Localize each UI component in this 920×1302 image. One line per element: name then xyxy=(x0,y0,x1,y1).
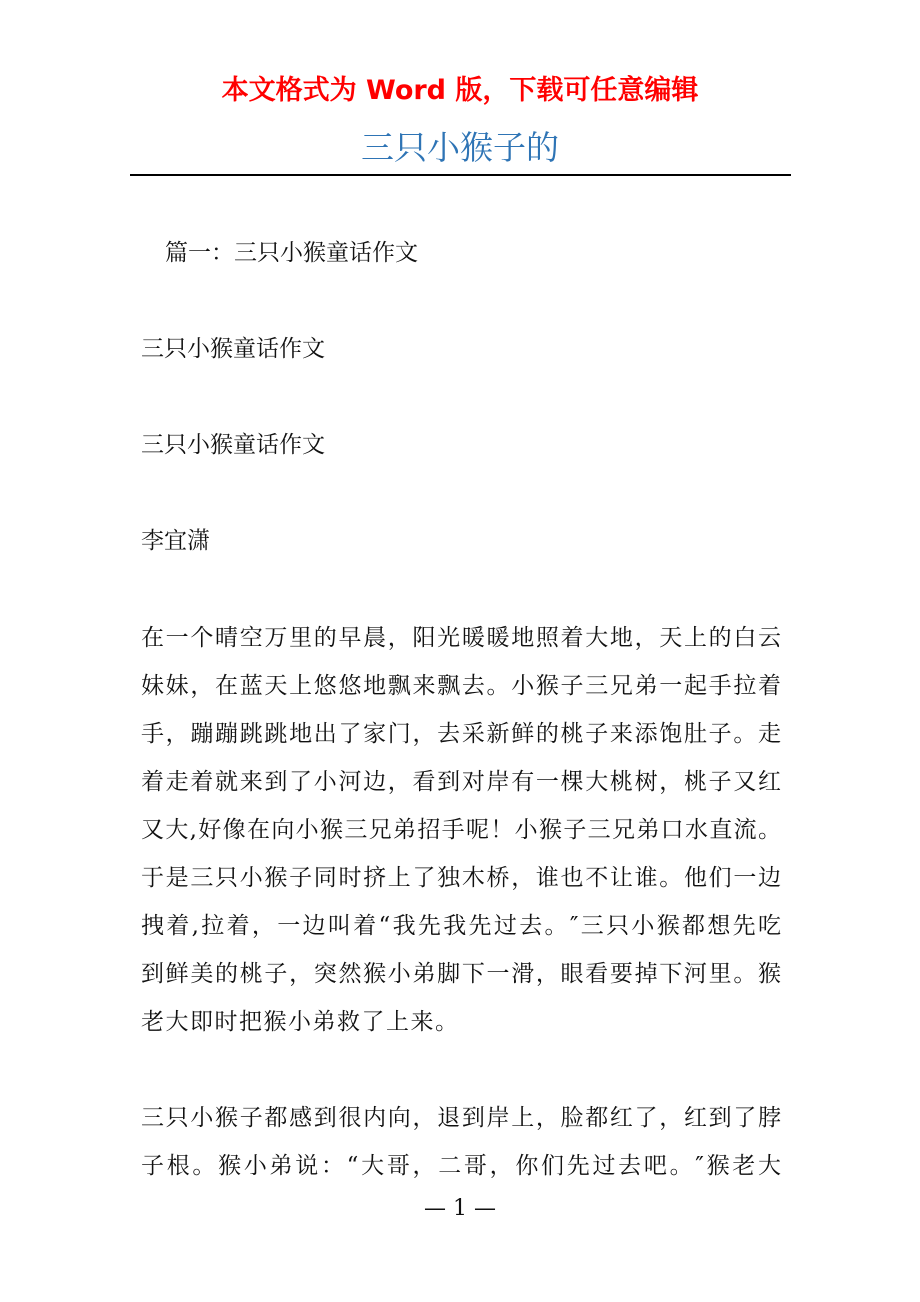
text-line: 到鲜美的桃子，突然猴小弟脚下一滑，眼看要掉下河里。猴 xyxy=(141,961,781,987)
text-line: 于是三只小猴子同时挤上了独木桥，谁也不让谁。他们一边 xyxy=(141,865,781,891)
document-title: 三只小猴子的 xyxy=(361,128,559,167)
text-line: 在一个晴空万里的早晨，阳光暖暖地照着大地，天上的白云 xyxy=(141,625,781,651)
text-line: 老大即时把猴小弟救了上来。 xyxy=(141,1009,460,1035)
text-line: 拽着,拉着，一边叫着“我先我先过去。″三只小猴都想先吃 xyxy=(141,913,781,939)
text-line: 着走着就来到了小河边，看到对岸有一棵大桃树，桃子又红 xyxy=(141,769,781,795)
text-line: 三只小猴子都感到很内向，退到岸上，脸都红了，红到了脖 xyxy=(141,1105,781,1131)
subtitle: 三只小猴童话作文 xyxy=(141,432,325,458)
section-heading: 篇一：三只小猴童话作文 xyxy=(165,240,418,266)
page-number: — 1 — xyxy=(424,1196,496,1221)
text-line: 妹妹，在蓝天上悠悠地飘来飘去。小猴子三兄弟一起手拉着 xyxy=(141,673,781,699)
header-divider xyxy=(130,174,791,176)
text-line: 手，蹦蹦跳跳地出了家门，去采新鲜的桃子来添饱肚子。走 xyxy=(141,721,781,747)
author-name: 李宜潇 xyxy=(141,528,210,554)
text-line: 又大,好像在向小猴三兄弟招手呢！小猴子三兄弟口水直流。 xyxy=(141,817,781,843)
text-line: 子根。猴小弟说：“大哥，二哥，你们先过去吧。″猴老大 xyxy=(141,1153,781,1179)
subtitle: 三只小猴童话作文 xyxy=(141,336,325,362)
format-notice-banner: 本文格式为 Word 版，下载可任意编辑 xyxy=(221,75,699,106)
